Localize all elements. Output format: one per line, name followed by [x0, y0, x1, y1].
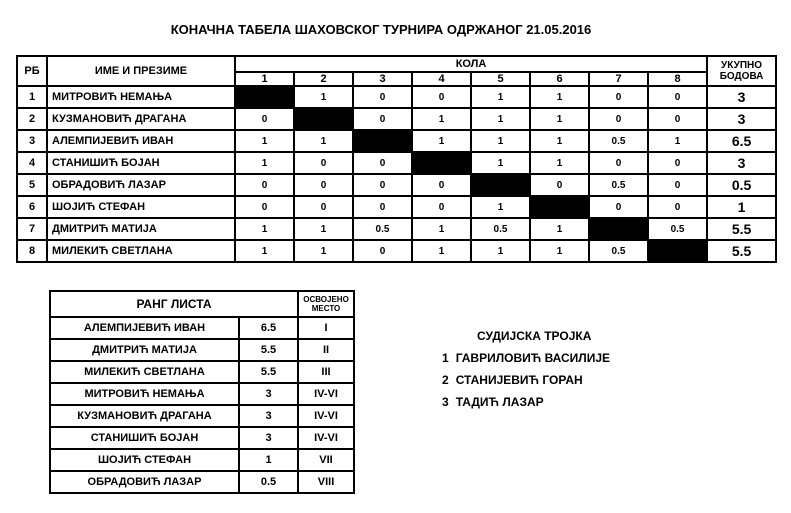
total-points: 3 [707, 108, 776, 130]
judge-name: ГАВРИЛОВИЋ ВАСИЛИЈЕ [455, 351, 611, 365]
ranking-table [49, 290, 355, 494]
judge-item [442, 369, 610, 391]
table-row [17, 240, 776, 262]
ranked-player-name: СТАНИШИЋ БОЈАН [50, 427, 239, 449]
table-row [17, 108, 776, 130]
judge-item [442, 347, 610, 369]
round-number-header: 8 [648, 72, 707, 86]
total-points: 0.5 [707, 174, 776, 196]
rank-number: 7 [17, 218, 47, 240]
ranked-player-name: ОБРАДОВИЋ ЛАЗАР [50, 471, 239, 493]
ranked-player-place: IV-VI [298, 405, 354, 427]
result-cell: 0 [589, 108, 648, 130]
ranked-player-place: VIII [298, 471, 354, 493]
result-cell: 0 [294, 174, 353, 196]
result-cell: 0.5 [648, 218, 707, 240]
rank-number: 8 [17, 240, 47, 262]
results-table-body [17, 86, 776, 262]
judges-title: СУДИЈСКА ТРОЈКА [477, 329, 592, 343]
result-cell: 1 [530, 86, 589, 108]
table-row [17, 196, 776, 218]
ranked-player-place: I [298, 317, 354, 339]
result-cell: 0 [648, 86, 707, 108]
total-column-header [707, 56, 776, 86]
rank-number: 2 [17, 108, 47, 130]
ranking-row [50, 339, 354, 361]
result-cell: 1 [412, 130, 471, 152]
ranked-player-place: III [298, 361, 354, 383]
round-number-header: 5 [471, 72, 530, 86]
place-header-line1: ОСВОЈЕНО [303, 294, 349, 304]
ranked-player-place: II [298, 339, 354, 361]
rb-column-header: РБ [17, 56, 47, 86]
table-row [17, 218, 776, 240]
result-cell: 0 [589, 86, 648, 108]
ranking-table-body [50, 317, 354, 493]
table-row [17, 174, 776, 196]
name-column-header: ИМЕ И ПРЕЗИМЕ [47, 56, 235, 86]
rank-list-header: РАНГ ЛИСТА [50, 291, 298, 317]
result-cell: 1 [471, 152, 530, 174]
diagonal-cell [412, 152, 471, 174]
player-name: СТАНИШИЋ БОЈАН [47, 152, 235, 174]
result-cell: 1 [471, 108, 530, 130]
ranked-player-points: 5.5 [239, 361, 298, 383]
ranked-player-points: 3 [239, 427, 298, 449]
result-cell: 0.5 [353, 218, 412, 240]
result-cell: 0 [353, 174, 412, 196]
table-row [17, 152, 776, 174]
result-cell: 1 [294, 218, 353, 240]
rank-number: 1 [17, 86, 47, 108]
result-cell: 1 [235, 152, 294, 174]
total-points: 3 [707, 152, 776, 174]
judge-item [442, 391, 610, 413]
ranking-row [50, 361, 354, 383]
ranked-player-points: 3 [239, 405, 298, 427]
player-name: ОБРАДОВИЋ ЛАЗАР [47, 174, 235, 196]
result-cell: 1 [235, 240, 294, 262]
result-cell: 0 [412, 86, 471, 108]
ranking-row [50, 471, 354, 493]
result-cell: 1 [471, 240, 530, 262]
judge-name: СТАНИЈЕВИЋ ГОРАН [455, 373, 583, 387]
ranked-player-name: АЛЕМПИЈЕВИЋ ИВАН [50, 317, 239, 339]
ranked-player-place: VII [298, 449, 354, 471]
ranked-player-points: 6.5 [239, 317, 298, 339]
diagonal-cell [235, 86, 294, 108]
ranking-row [50, 427, 354, 449]
ranked-player-name: ДМИТРИЋ МАТИЈА [50, 339, 239, 361]
ranking-row [50, 383, 354, 405]
result-cell: 0 [648, 174, 707, 196]
result-cell: 1 [235, 218, 294, 240]
judge-name: ТАДИЋ ЛАЗАР [455, 395, 544, 409]
diagonal-cell [294, 108, 353, 130]
result-cell: 0 [412, 196, 471, 218]
total-points: 1 [707, 196, 776, 218]
ranked-player-place: IV-VI [298, 427, 354, 449]
total-header-line2: БОДОВА [719, 71, 764, 82]
rank-number: 3 [17, 130, 47, 152]
result-cell: 1 [530, 130, 589, 152]
place-header-line2: МЕСТО [311, 304, 341, 313]
result-cell: 0 [648, 108, 707, 130]
result-cell: 0 [353, 196, 412, 218]
result-cell: 1 [471, 130, 530, 152]
round-number-header: 3 [353, 72, 412, 86]
round-number-header: 4 [412, 72, 471, 86]
diagonal-cell [530, 196, 589, 218]
total-points: 5.5 [707, 218, 776, 240]
ranking-row [50, 405, 354, 427]
round-number-header: 6 [530, 72, 589, 86]
ranked-player-name: МИТРОВИЋ НЕМАЊА [50, 383, 239, 405]
result-cell: 1 [412, 108, 471, 130]
result-cell: 0 [530, 174, 589, 196]
page-title: КОНАЧНА ТАБЕЛА ШАХОВСКОГ ТУРНИРА ОДРЖАНОГ 21.05.2016 [170, 22, 592, 37]
result-cell: 0 [412, 174, 471, 196]
result-cell: 0.5 [589, 174, 648, 196]
result-cell: 0 [648, 196, 707, 218]
ranked-player-points: 0.5 [239, 471, 298, 493]
judges-section [442, 325, 610, 413]
result-cell: 0 [235, 174, 294, 196]
result-cell: 1 [235, 130, 294, 152]
result-cell: 0.5 [589, 240, 648, 262]
round-number-header: 1 [235, 72, 294, 86]
result-cell: 1 [412, 240, 471, 262]
ranked-player-points: 5.5 [239, 339, 298, 361]
result-cell: 1 [294, 240, 353, 262]
ranking-row [50, 449, 354, 471]
result-cell: 0 [353, 108, 412, 130]
ranked-player-points: 3 [239, 383, 298, 405]
judge-number: 3 [442, 395, 449, 409]
rounds-column-header: КОЛА [235, 56, 707, 72]
ranked-player-name: КУЗМАНОВИЋ ДРАГАНА [50, 405, 239, 427]
judge-number: 2 [442, 373, 449, 387]
player-name: ДМИТРИЋ МАТИЈА [47, 218, 235, 240]
rank-number: 6 [17, 196, 47, 218]
result-cell: 1 [530, 218, 589, 240]
total-points: 6.5 [707, 130, 776, 152]
ranked-player-name: МИЛЕКИЋ СВЕТЛАНА [50, 361, 239, 383]
ranking-header-row [50, 291, 354, 317]
rank-number: 4 [17, 152, 47, 174]
result-cell: 1 [530, 152, 589, 174]
result-cell: 0 [589, 196, 648, 218]
result-cell: 0.5 [589, 130, 648, 152]
result-cell: 0 [235, 108, 294, 130]
player-name: ШОЈИЋ СТЕФАН [47, 196, 235, 218]
result-cell: 1 [294, 130, 353, 152]
result-cell: 0 [294, 196, 353, 218]
player-name: КУЗМАНОВИЋ ДРАГАНА [47, 108, 235, 130]
judge-number: 1 [442, 351, 449, 365]
round-number-header: 2 [294, 72, 353, 86]
rank-number: 5 [17, 174, 47, 196]
result-cell: 1 [294, 86, 353, 108]
result-cell: 0.5 [471, 218, 530, 240]
result-cell: 1 [648, 130, 707, 152]
result-cell: 1 [471, 86, 530, 108]
diagonal-cell [648, 240, 707, 262]
result-cell: 1 [412, 218, 471, 240]
diagonal-cell [589, 218, 648, 240]
ranked-player-points: 1 [239, 449, 298, 471]
result-cell: 0 [353, 240, 412, 262]
player-name: АЛЕМПИЈЕВИЋ ИВАН [47, 130, 235, 152]
results-header-row-1 [17, 56, 776, 72]
place-column-header [298, 291, 354, 317]
result-cell: 0 [353, 86, 412, 108]
result-cell: 1 [471, 196, 530, 218]
result-cell: 0 [235, 196, 294, 218]
ranked-player-name: ШОЈИЋ СТЕФАН [50, 449, 239, 471]
total-header-line1: УКУПНО [721, 60, 763, 71]
judges-list [442, 347, 610, 413]
diagonal-cell [353, 130, 412, 152]
round-number-header: 7 [589, 72, 648, 86]
results-cross-table [16, 55, 777, 263]
result-cell: 1 [530, 240, 589, 262]
table-row [17, 86, 776, 108]
result-cell: 0 [294, 152, 353, 174]
result-cell: 0 [648, 152, 707, 174]
diagonal-cell [471, 174, 530, 196]
table-row [17, 130, 776, 152]
result-cell: 0 [353, 152, 412, 174]
result-cell: 1 [530, 108, 589, 130]
result-cell: 0 [589, 152, 648, 174]
player-name: МИТРОВИЋ НЕМАЊА [47, 86, 235, 108]
total-points: 5.5 [707, 240, 776, 262]
total-points: 3 [707, 86, 776, 108]
ranked-player-place: IV-VI [298, 383, 354, 405]
player-name: МИЛЕКИЋ СВЕТЛАНА [47, 240, 235, 262]
ranking-row [50, 317, 354, 339]
